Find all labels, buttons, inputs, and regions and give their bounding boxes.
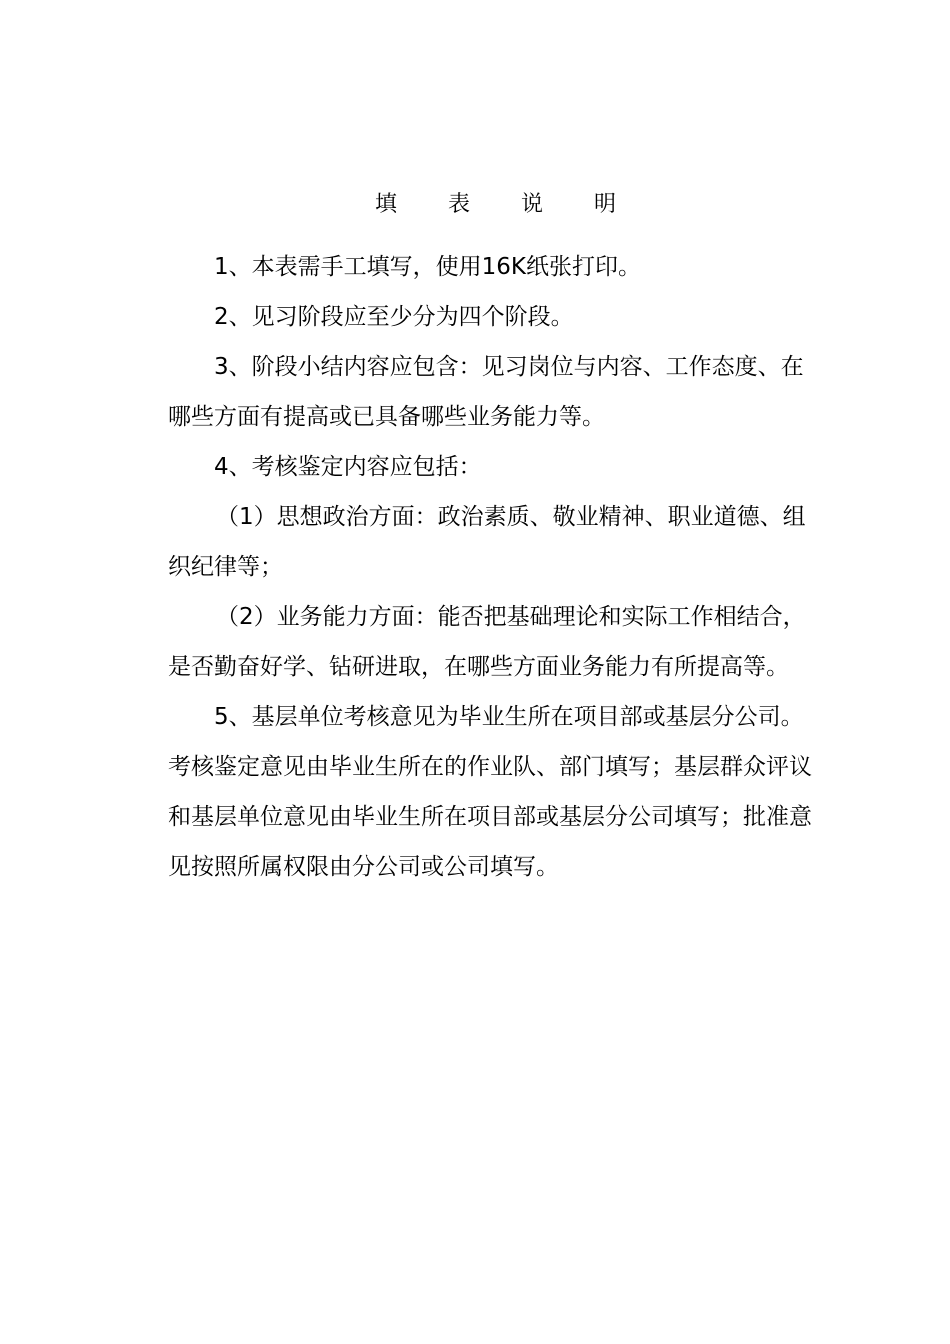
instruction-item-2: 2、见习阶段应至少分为四个阶段。 xyxy=(214,304,574,330)
document-page xyxy=(168,188,823,892)
instruction-item-3: 3、阶段小结内容应包含：见习岗位与内容、工作态度、在哪些方面有提高或已具备哪些业务能力等。 xyxy=(168,354,804,430)
instruction-item-5: 5、基层单位考核意见为毕业生所在项目部或基层分公司。考核鉴定意见由毕业生所在的作业队、部门填写；基层群众评议和基层单位意见由毕业生所在项目部或基层分公司填写；批准意见按照所属权限由分公司或公司填写。 xyxy=(168,704,812,880)
page-title: 填 表 说 明 xyxy=(375,192,638,217)
instruction-subitem-4-2: （2）业务能力方面：能否把基础理论和实际工作相结合，是否勤奋好学、钻研进取，在哪些方面业务能力有所提高等。 xyxy=(168,604,806,680)
instruction-subitem-4-1: （1）思想政治方面：政治素质、敬业精神、职业道德、组织纪律等； xyxy=(168,504,806,580)
instruction-item-1: 1、本表需手工填写，使用16K纸张打印。 xyxy=(214,254,641,280)
instruction-item-4: 4、考核鉴定内容应包括： xyxy=(214,454,482,480)
